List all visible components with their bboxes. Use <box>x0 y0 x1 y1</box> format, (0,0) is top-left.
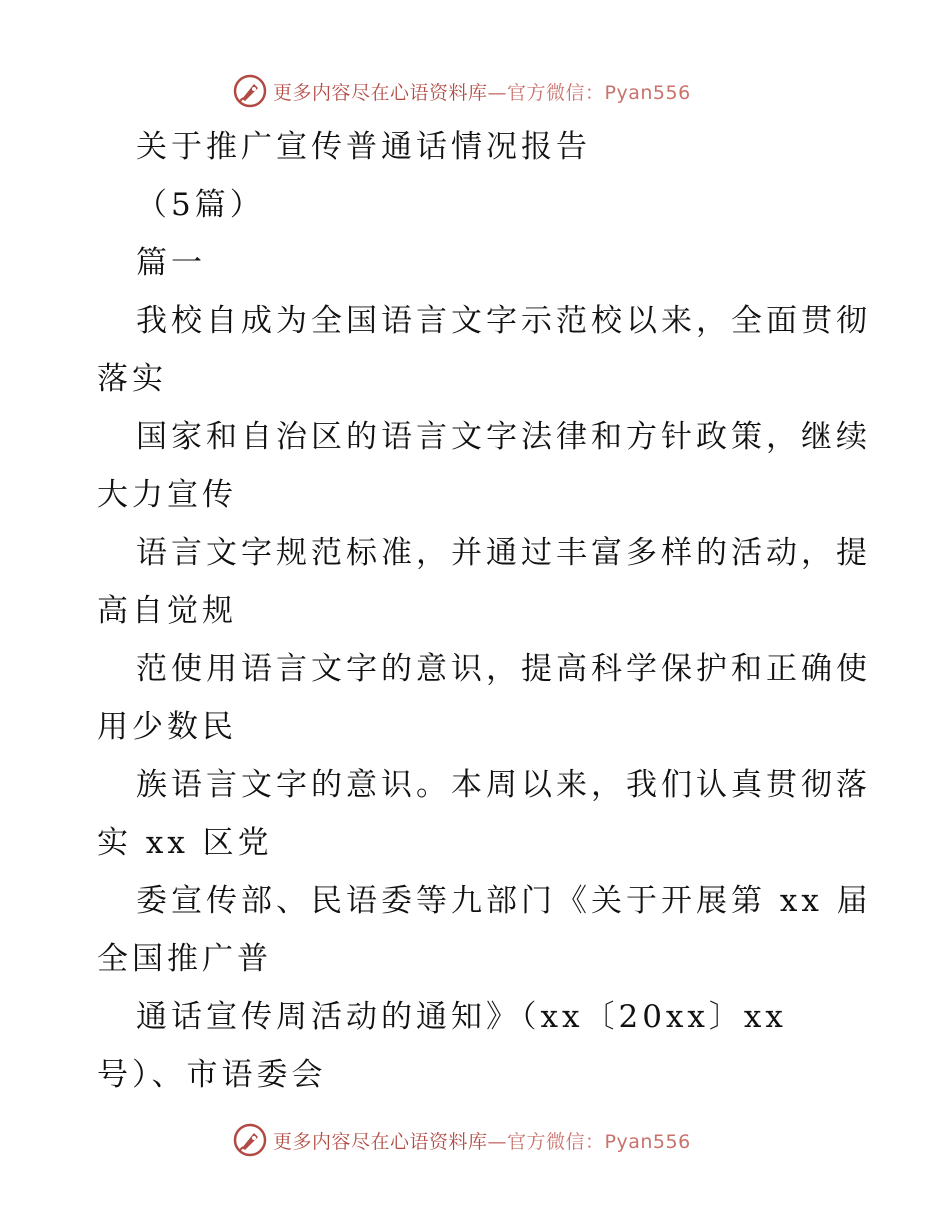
document-title: 关于推广宣传普通话情况报告 <box>136 129 591 165</box>
paragraph-line: 落实 <box>97 361 167 397</box>
pen-nib-logo-icon <box>233 1123 267 1157</box>
paragraph-line: 范使用语言文字的意识，提高科学保护和正确使 <box>136 651 871 687</box>
paragraph-line: 用少数民 <box>97 709 237 745</box>
paragraph-line: 我校自成为全国语言文字示范校以来，全面贯彻 <box>136 303 871 339</box>
document-subtitle: （5篇） <box>136 187 265 223</box>
paragraph-line: 高自觉规 <box>97 593 237 629</box>
paragraph-line: 国家和自治区的语言文字法律和方针政策，继续 <box>136 419 871 455</box>
paragraph-line: 族语言文字的意识。本周以来，我们认真贯彻落 <box>136 767 871 803</box>
paragraph-line: 语言文字规范标准，并通过丰富多样的活动，提 <box>136 535 871 571</box>
paragraph-line: 全国推广普 <box>97 941 272 977</box>
section-heading: 篇一 <box>136 245 206 281</box>
pen-nib-logo-icon <box>233 74 267 108</box>
banner-text: 更多内容尽在心语资料库—官方微信：Pyan556 <box>273 1130 691 1153</box>
paragraph-line: 大力宣传 <box>97 477 237 513</box>
paragraph-line: 通话宣传周活动的通知》（xx〔20xx〕xx <box>136 999 787 1035</box>
paragraph-line: 委宣传部、民语委等九部门《关于开展第 xx 届 <box>136 883 872 919</box>
header-banner <box>233 71 753 111</box>
banner-text: 更多内容尽在心语资料库—官方微信：Pyan556 <box>273 81 691 104</box>
paragraph-line: 实 xx 区党 <box>97 825 273 861</box>
footer-banner <box>233 1120 753 1160</box>
paragraph-line: 号）、市语委会 <box>97 1057 327 1093</box>
